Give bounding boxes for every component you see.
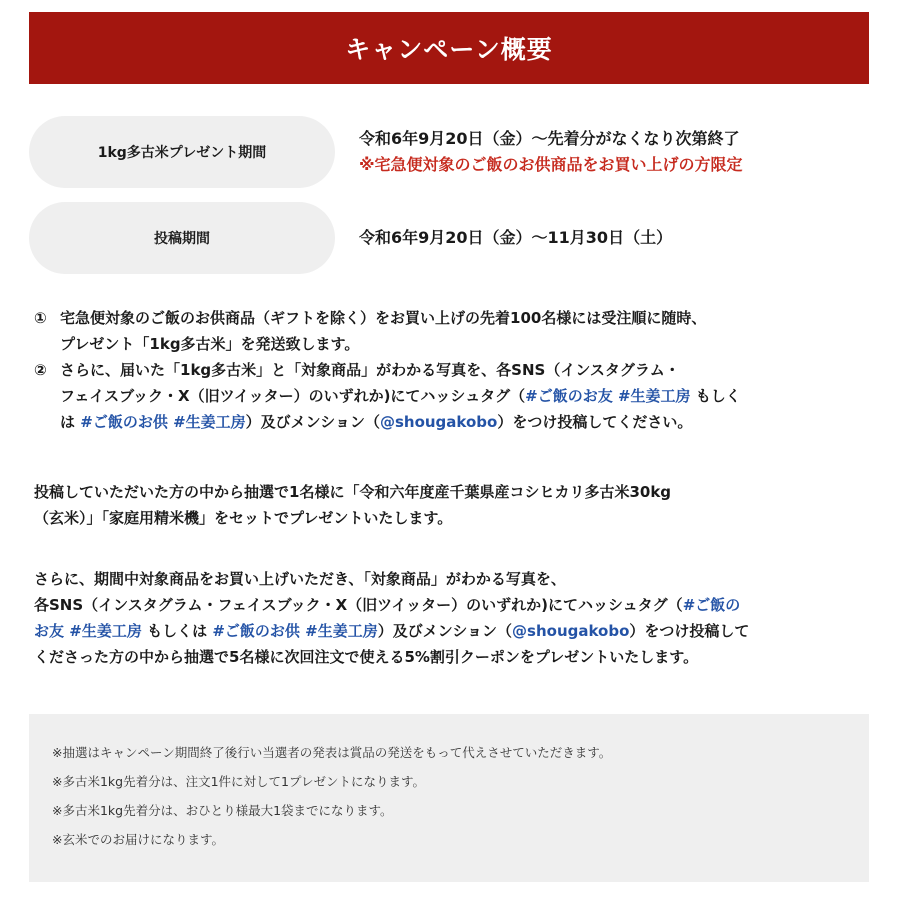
step-2-text: ）をつけ投稿してください。 <box>497 413 693 431</box>
step-2-line-2 <box>60 383 874 409</box>
mention-link[interactable]: @shougakobo <box>512 622 630 640</box>
hashtag-link[interactable]: #生姜工房 <box>173 413 246 431</box>
step-2-text: もしく <box>695 387 741 405</box>
step-number: ② <box>34 361 47 379</box>
coupon-line-4: くださった方の中から抽選で5名様に次回注文で使える5%割引クーポンをプレゼントいたします。 <box>34 648 699 666</box>
gift-period-dates: 令和6年9月20日（金）～先着分がなくなり次第終了 <box>359 129 740 148</box>
hashtag-link[interactable]: #生姜工房 <box>69 622 142 640</box>
grand-prize-line-2: （玄米）」「家庭用精米機」をセットでプレゼントいたします。 <box>34 509 453 527</box>
grand-prize-paragraph <box>34 479 874 531</box>
campaign-header <box>29 12 869 84</box>
grand-prize-line-1: 投稿していただいた方の中から抽選で1名様に「令和六年度産千葉県産コシヒカリ多古米30kg <box>34 483 672 501</box>
step-2-line-1: さらに、届いた「1kg多古米」と「対象商品」がわかる写真を、各SNS（インスタグラム・ <box>60 361 680 379</box>
step-2-text: ）及びメンション（ <box>245 413 380 431</box>
note-item: ※多古米1kg先着分は、注文1件に対して1プレゼントになります。 <box>52 774 426 789</box>
gift-period-label: 1kg多古米プレゼント期間 <box>29 116 335 188</box>
hashtag-link[interactable]: #ご飯のお供 <box>80 413 168 431</box>
coupon-line-3 <box>34 618 874 644</box>
coupon-text: 各SNS（インスタグラム・フェイスブック・X（旧ツイッター）のいずれか)にてハッシュタグ（ <box>34 596 683 614</box>
coupon-text: もしくは <box>147 622 208 640</box>
mention-link[interactable]: @shougakobo <box>379 413 498 431</box>
page-title: キャンペーン概要 <box>345 35 553 64</box>
hashtag-link[interactable]: #生姜工房 <box>617 387 691 405</box>
notes-panel <box>29 714 869 882</box>
gift-period-condition: ※宅急便対象のご飯のお供商品をお買い上げの方限定 <box>359 155 743 174</box>
note-item: ※抽選はキャンペーン期間終了後行い当選者の発表は賞品の発送をもって代えさせていただきます。 <box>52 745 612 760</box>
step-2-text: フェイスブック・X（旧ツイッター）のいずれか)にてハッシュタグ（ <box>60 387 526 405</box>
hashtag-link[interactable]: お友 <box>34 622 65 640</box>
step-1 <box>34 305 874 357</box>
campaign-steps <box>34 305 874 435</box>
step-1-line-1: 宅急便対象のご飯のお供商品（ギフトを除く）をお買い上げの先着100名様には受注順に随時、 <box>60 309 707 327</box>
note-item: ※多古米1kg先着分は、おひとり様最大1袋までになります。 <box>52 803 393 818</box>
hashtag-link[interactable]: #ご飯のお友 <box>525 387 613 405</box>
step-1-line-2: プレゼント「1kg多古米」を発送致します。 <box>60 335 360 353</box>
post-period-label: 投稿期間 <box>29 202 335 274</box>
step-2-line-3 <box>60 409 874 435</box>
coupon-text: ）及びメンション（ <box>377 622 513 640</box>
coupon-line-2 <box>34 592 874 618</box>
gift-period-value <box>359 126 743 178</box>
post-period-dates: 令和6年9月20日（金）～11月30日（土） <box>359 228 673 247</box>
step-2 <box>34 357 874 435</box>
step-2-text: は <box>60 413 76 431</box>
hashtag-link[interactable]: #ご飯の <box>682 596 741 614</box>
hashtag-link[interactable]: #生姜工房 <box>305 622 378 640</box>
coupon-line-1: さらに、期間中対象商品をお買い上げいただき、「対象商品」がわかる写真を、 <box>34 570 566 588</box>
coupon-text: ）をつけ投稿して <box>629 622 750 640</box>
hashtag-link[interactable]: #ご飯のお供 <box>212 622 300 640</box>
coupon-paragraph <box>34 566 874 670</box>
note-item: ※玄米でのお届けになります。 <box>52 832 224 847</box>
step-number: ① <box>34 309 47 327</box>
